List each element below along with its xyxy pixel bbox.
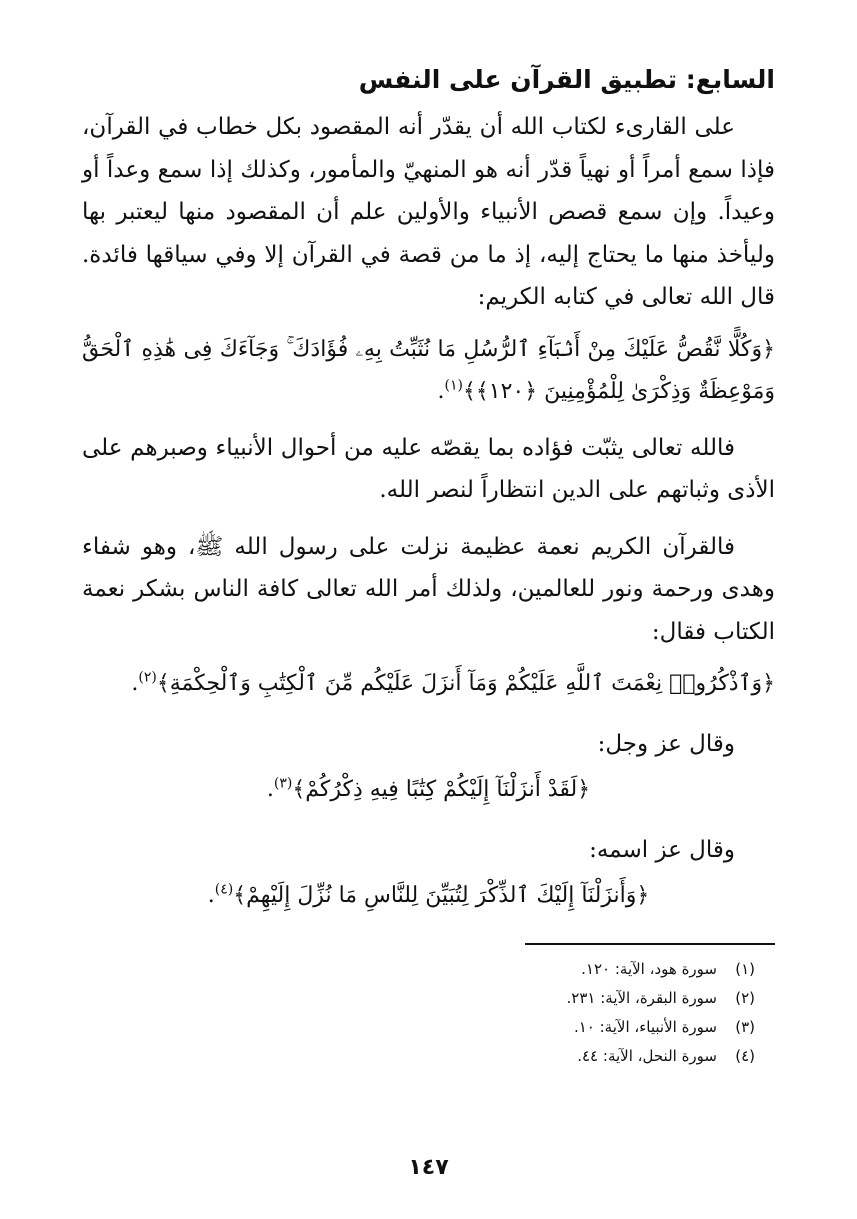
footnote-ref-1: (١) bbox=[444, 377, 464, 394]
quran-verse-4: ﴿وَأَنزَلْنَآ إِلَيْكَ ٱلذِّكْرَ لِتُبَيِّنَ لِلنَّاسِ مَا نُزِّلَ إِلَيْهِمْ﴾$^{(٤)}$. bbox=[207, 881, 650, 908]
verse-text: ﴿وَكُلًّا نَّقُصُّ عَلَيْكَ مِنْ أَنۢبَآءِ ٱلرُّسُلِ مَا نُثَبِّتُ بِهِۦ فُؤَادَكَ ۚ وَجَآءَكَ فِى هَٰذِهِ ٱلْحَقُّ وَمَوْعِظَةٌ وَذِكْرَىٰ لِلْمُؤْمِنِينَ ﴿١٢٠﴾﴾ bbox=[82, 336, 775, 404]
footnote-ref-4: (٤) bbox=[214, 881, 234, 898]
paragraph-1: على القارىء لكتاب الله أن يقدّر أنه المقصود بكل خطاب في القرآن، فإذا سمع أمراً أو نهياً قدّر أنه هو المنهيّ والمأمور، وكذلك إذا سمع وعداً أو وعيداً. وإن سمع قصص الأنبياء والأولين علم أن المقصود منها ليعتبر بها وليأخذ منها ما يحتاج إليه، إذ ما من قصة في القرآن إلا وفي سياقها فائدة. قال الله تعالى في كتابه الكريم: bbox=[82, 114, 775, 310]
verse-intro-3: وقال عز وجل: bbox=[597, 731, 735, 757]
footnote-text: سورة الأنبياء، الآية: ١٠. bbox=[573, 1018, 717, 1036]
footnote-ref-2: (٢) bbox=[138, 669, 157, 686]
quran-verse-3: ﴿لَقَدْ أَنزَلْنَآ إِلَيْكُمْ كِتَٰبًا فِيهِ ذِكْرُكُمْ﴾$^{(٣)}$. bbox=[266, 775, 591, 802]
footnote-item bbox=[82, 1013, 755, 1042]
footnote-number: (١) bbox=[735, 960, 755, 978]
quran-verse-1: ﴿وَكُلًّا نَّقُصُّ عَلَيْكَ مِنْ أَنۢبَآءِ ٱلرُّسُلِ مَا نُثَبِّتُ بِهِۦ فُؤَادَكَ ۚ وَجَآءَكَ فِى هَٰذِهِ ٱلْحَقُّ وَمَوْعِظَةٌ وَذِكْرَىٰ لِلْمُؤْمِنِينَ ﴿١٢٠﴾﴾$^{(١)}$. bbox=[82, 336, 775, 404]
footnote-item bbox=[82, 955, 755, 984]
footnotes-list bbox=[82, 955, 775, 1071]
paragraph-3: فالقرآن الكريم نعمة عظيمة نزلت على رسول الله ﷺ، وهو شفاء وهدى ورحمة ونور للعالمين، ولذلك أمر الله تعالى كافة الناس بشكر نعمة الكتاب فقال: bbox=[82, 533, 775, 645]
footnote-divider bbox=[525, 943, 775, 945]
verse-text: ﴿وَٱذْكُرُوا۟ نِعْمَتَ ٱللَّهِ عَلَيْكُمْ وَمَآ أَنزَلَ عَلَيْكُم مِّنَ ٱلْكِتَٰبِ وَٱلْحِكْمَةِ﴾ bbox=[156, 671, 775, 696]
paragraph-2: فالله تعالى يثبّت فؤاده بما يقصّه عليه من أحوال الأنبياء وصبرهم على الأذى وثباتهم على الدين انتظاراً لنصر الله. bbox=[82, 434, 775, 503]
footnote-number: (٣) bbox=[735, 1018, 755, 1036]
verse-text: ﴿لَقَدْ أَنزَلْنَآ إِلَيْكُمْ كِتَٰبًا فِيهِ ذِكْرُكُمْ﴾ bbox=[292, 777, 591, 802]
verse-intro-4: وقال عز اسمه: bbox=[589, 837, 735, 863]
quran-verse-2: ﴿وَٱذْكُرُوا۟ نِعْمَتَ ٱللَّهِ عَلَيْكُمْ وَمَآ أَنزَلَ عَلَيْكُم مِّنَ ٱلْكِتَٰبِ وَٱلْحِكْمَةِ﴾$^{(٢)}$. bbox=[131, 669, 775, 696]
section-heading: السابع: تطبيق القرآن على النفس bbox=[358, 65, 775, 94]
footnote-item bbox=[82, 1042, 755, 1071]
footnote-text: سورة النحل، الآية: ٤٤. bbox=[577, 1047, 717, 1065]
footnote-item bbox=[82, 984, 755, 1013]
page-number: ١٤٧ bbox=[408, 1155, 449, 1180]
footnote-ref-3: (٣) bbox=[273, 775, 293, 792]
footnote-number: (٤) bbox=[735, 1047, 755, 1065]
footnote-number: (٢) bbox=[735, 989, 755, 1007]
footnote-text: سورة هود، الآية: ١٢٠. bbox=[581, 960, 717, 978]
footnote-text: سورة البقرة، الآية: ٢٣١. bbox=[566, 989, 717, 1007]
verse-text: ﴿وَأَنزَلْنَآ إِلَيْكَ ٱلذِّكْرَ لِتُبَيِّنَ لِلنَّاسِ مَا نُزِّلَ إِلَيْهِمْ﴾ bbox=[233, 883, 650, 908]
